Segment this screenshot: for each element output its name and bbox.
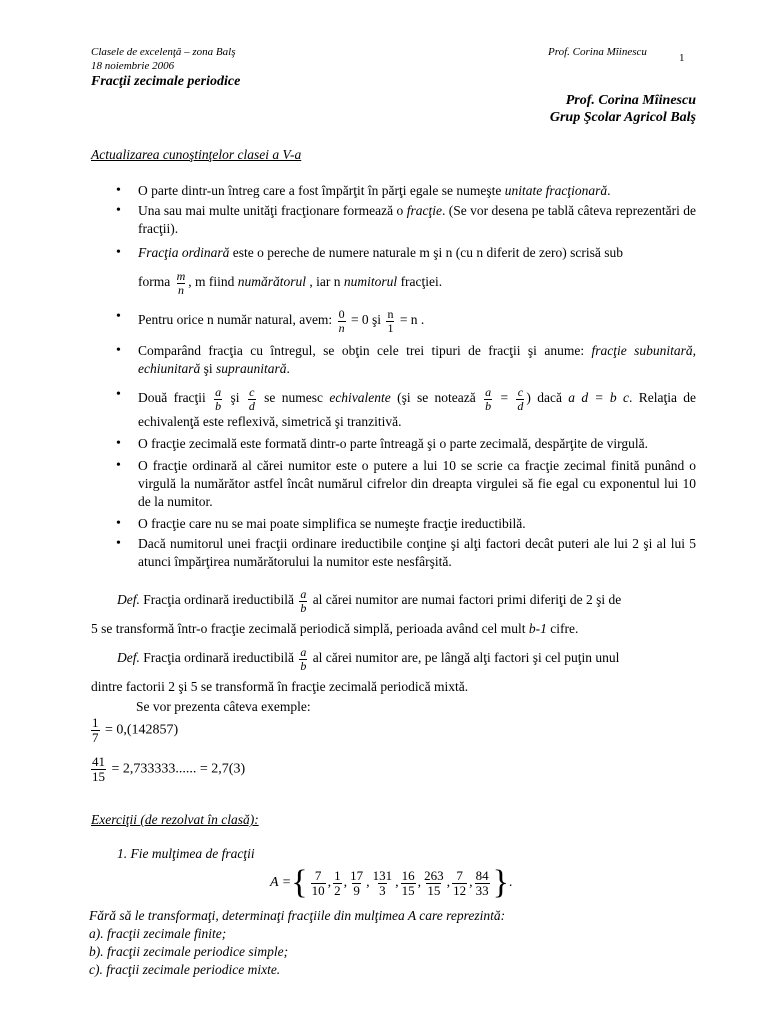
numerator: 41 [92,754,105,769]
exercise-1-part-a: a). fracţii zecimale finite; [89,926,227,941]
bullet-text: se numesc [257,390,330,406]
equivalence-relation: a d = b c [568,390,629,406]
bullet-text: = 0 şi [347,312,385,328]
set-fraction-item [401,869,416,897]
fraction-a-over-b [299,646,307,672]
numerator: 131 [372,867,393,883]
def-text: Fracţia ordinară ireductibilă [139,592,298,608]
numerator: m [176,269,186,283]
denominator: 12 [453,882,467,898]
denominator: b [300,600,307,615]
fraction-0-over-n [338,308,346,334]
list-item [112,386,696,430]
bullet-text: Una sau mai multe unităţi fracţionare formează o [138,203,407,218]
set-name: A = [270,875,292,890]
list-item [112,182,696,200]
examples-intro: Se vor prezenta câteva exemple: [136,699,311,714]
list-item [112,244,696,296]
set-fraction-item [311,869,326,897]
numerator: n [387,307,394,322]
term-numitorul: numitorul [343,274,398,290]
term-fractie: fracţie [406,203,442,218]
bullet-text: = n . [396,312,425,328]
denominator: 15 [401,882,415,898]
fraction-a-over-b [484,386,492,412]
term-fractie-subunitara: fracţie subunitară, echiunitară [138,343,696,377]
numerator: 1 [334,867,341,883]
numerator: 7 [314,867,322,883]
set-separator: , [343,875,348,890]
denominator: 2 [334,882,341,898]
fraction-form-line [138,270,696,296]
author-school: Grup Şcolar Agricol Balş [549,110,696,125]
numerator: 7 [456,867,463,883]
fraction-n-over-1 [386,308,394,334]
definition-2-line2: dintre factorii 2 şi 5 se transformă în fracţie zecimală periodică mixtă. [91,679,469,695]
denominator: b [300,658,307,673]
list-item [112,342,696,378]
header-author: Prof. Corina Mîinescu [548,46,647,58]
bullet-text: . [607,183,611,198]
right-brace: } [492,864,509,901]
fraction-c-over-d [248,386,256,412]
denominator: 33 [475,882,489,898]
denominator: 15 [92,768,105,784]
denominator: b [215,398,222,413]
def-text: al cărei numitor are numai factori primi diferiţi de 2 şi de [309,592,622,608]
numerator: 16 [401,867,415,883]
numerator: a [300,645,307,659]
bullet-text: , m fiind [188,274,238,290]
numerator: c [517,385,524,400]
set-separator: , [327,875,332,890]
denominator: d [517,398,524,413]
set-fraction-item [349,869,364,897]
set-fraction-item [475,869,490,897]
fraction-m-over-n [176,270,187,296]
list-item: • O fracţie zecimală este formată dintr-o parte întreagă şi o parte zecimală, despărţite de virgulă. [112,435,696,453]
fraction-a-over-b [299,588,307,614]
exercise-1-label: 1. Fie mulţimea de fracţii [117,846,255,861]
section-heading-review: Actualizarea cunoştinţelor clasei a V-a [91,147,302,162]
term-b-minus-1: b-1 [528,621,547,637]
exercise-1-part-b: b). fracţii zecimale periodice simple; [89,944,289,959]
term-unitate-fractionara: unitate fracţionară [504,183,608,198]
term-numaratorul: numărătorul [237,274,307,290]
bullet-text: O parte dintr-un întreg care a fost împărţit în părţi egale se numeşte [138,183,505,198]
exercise-1-set [270,866,512,900]
definition-1 [91,588,697,638]
example-2-result: = 2,733333...... = 2,7(3) [111,761,246,777]
def-text: Fracţia ordinară ireductibilă [139,650,298,666]
numerator: 17 [350,867,364,883]
bullet-text: Pentru orice n număr natural, avem: [138,312,336,328]
numerator: 0 [338,307,345,322]
set-fraction-item [333,869,342,897]
def-text: 5 se transformă într-o fracţie zecimală periodică simplă, perioada având cel mult [91,621,529,637]
bullet-text: şi [200,361,217,377]
bullet-text: Două fracţii [138,390,213,406]
denominator: 7 [92,729,99,745]
set-separator: , [417,875,422,890]
bullet-text: , iar n [306,274,344,290]
term-echivalente: echivalente [329,390,391,406]
def-text: al cărei numitor are, pe lângă alţi factori şi cel puţin unul [309,650,620,666]
denominator: 10 [311,882,325,898]
definition-1-line2 [91,620,697,638]
def-label: Def. [117,650,140,666]
set-end-dot: . [508,875,513,890]
example-2-fraction [91,755,106,783]
denominator: 3 [379,882,386,898]
bullet-list [112,182,696,571]
denominator: 15 [427,882,441,898]
example-1-fraction [91,716,100,744]
bullet-text: forma [138,274,174,290]
example-1 [89,716,178,744]
term-fractia-ordinara: Fracţia ordinară [138,245,230,260]
set-fraction-item [372,869,394,897]
header-date: 18 noiembrie 2006 [91,60,175,72]
denominator: 1 [387,320,394,335]
numerator: c [249,385,255,400]
set-fractions [309,869,492,897]
exercise-1-instruction: Fără să le transformaţi, determinaţi fracţiile din mulţimea A care reprezintă: [89,908,506,923]
bullet-text: . (Se vor desena pe tablă câteva reprezentări de fracţii). [138,203,696,236]
list-item: • Dacă numitorul unei fracţii ordinare ireductibile conţine şi alţi factori decât puteri ale lui 2 şi al lui 5 atunci împărţirea numărătorului la numitor este nesfârşită. [112,535,696,571]
list-item: • O fracţie ordinară al cărei numitor este o putere a lui 10 se scrie ca fracţie zecimal finită punând o virgulă la numărător astfel încât numărul cifrelor din dreapta virgulei să fie egal cu exponentul lui 10 de la numitor. [112,457,696,511]
definition-1-line1 [91,588,697,614]
bullet-text: . Relaţia de echivalenţă este reflexivă, simetrică şi tranzitivă. [138,390,697,429]
numerator: a [485,385,492,400]
definition-2 [91,646,697,696]
author-name: Prof. Corina Mîinescu [565,93,696,108]
numerator: 1 [92,715,99,730]
numerator: a [300,587,307,601]
denominator: n [338,320,345,335]
set-separator: , [446,875,451,890]
example-2 [89,755,245,783]
set-separator: , [366,875,370,890]
denominator: b [485,398,492,413]
def-label: Def. [117,592,140,608]
bullet-text: şi [224,390,246,406]
term-supraunitara: supraunitară [216,361,287,377]
fraction-a-over-b [214,386,222,412]
list-item [112,308,696,334]
bullet-text: = [494,390,515,406]
bullet-text: Comparând fracţia cu întregul, se obţin cele trei tipuri de fracţii şi anume: [138,343,592,359]
bullet-text: ) dacă [526,390,569,406]
denominator: n [177,282,184,297]
set-fraction-item [452,869,467,897]
example-1-result: = 0,(142857) [105,722,179,738]
bullet-text: este o pereche de numere naturale m şi n (cu n diferit de zero) scrisă sub [229,245,623,260]
page-number: 1 [679,52,685,64]
fraction-c-over-d [516,386,524,412]
set-separator: , [469,875,473,890]
definition-2-line1 [91,646,697,672]
bullet-list-container [112,182,696,571]
bullet-text: fracţiei. [397,274,443,290]
set-separator: , [395,875,399,890]
bullet-text: . [286,361,290,377]
exercise-1-part-c: c). fracţii zecimale periodice mixte. [89,962,281,977]
def-text: cifre. [546,621,579,637]
denominator: d [248,398,255,413]
header-course: Clasele de excelenţă – zona Balş [91,46,236,58]
section-heading-exercises: Exerciţii (de rezolvat în clasă): [91,812,259,827]
bullet-text: (şi se notează [390,390,483,406]
list-item: • O fracţie care nu se mai poate simplifica se numeşte fracţie ireductibilă. [112,515,696,533]
numerator: 263 [424,867,444,883]
page-title: Fracţii zecimale periodice [91,74,241,89]
numerator: 84 [475,867,489,883]
list-item [112,202,696,238]
set-fraction-item [423,869,445,897]
numerator: a [215,385,222,400]
left-brace: { [291,864,308,901]
denominator: 9 [353,882,360,898]
